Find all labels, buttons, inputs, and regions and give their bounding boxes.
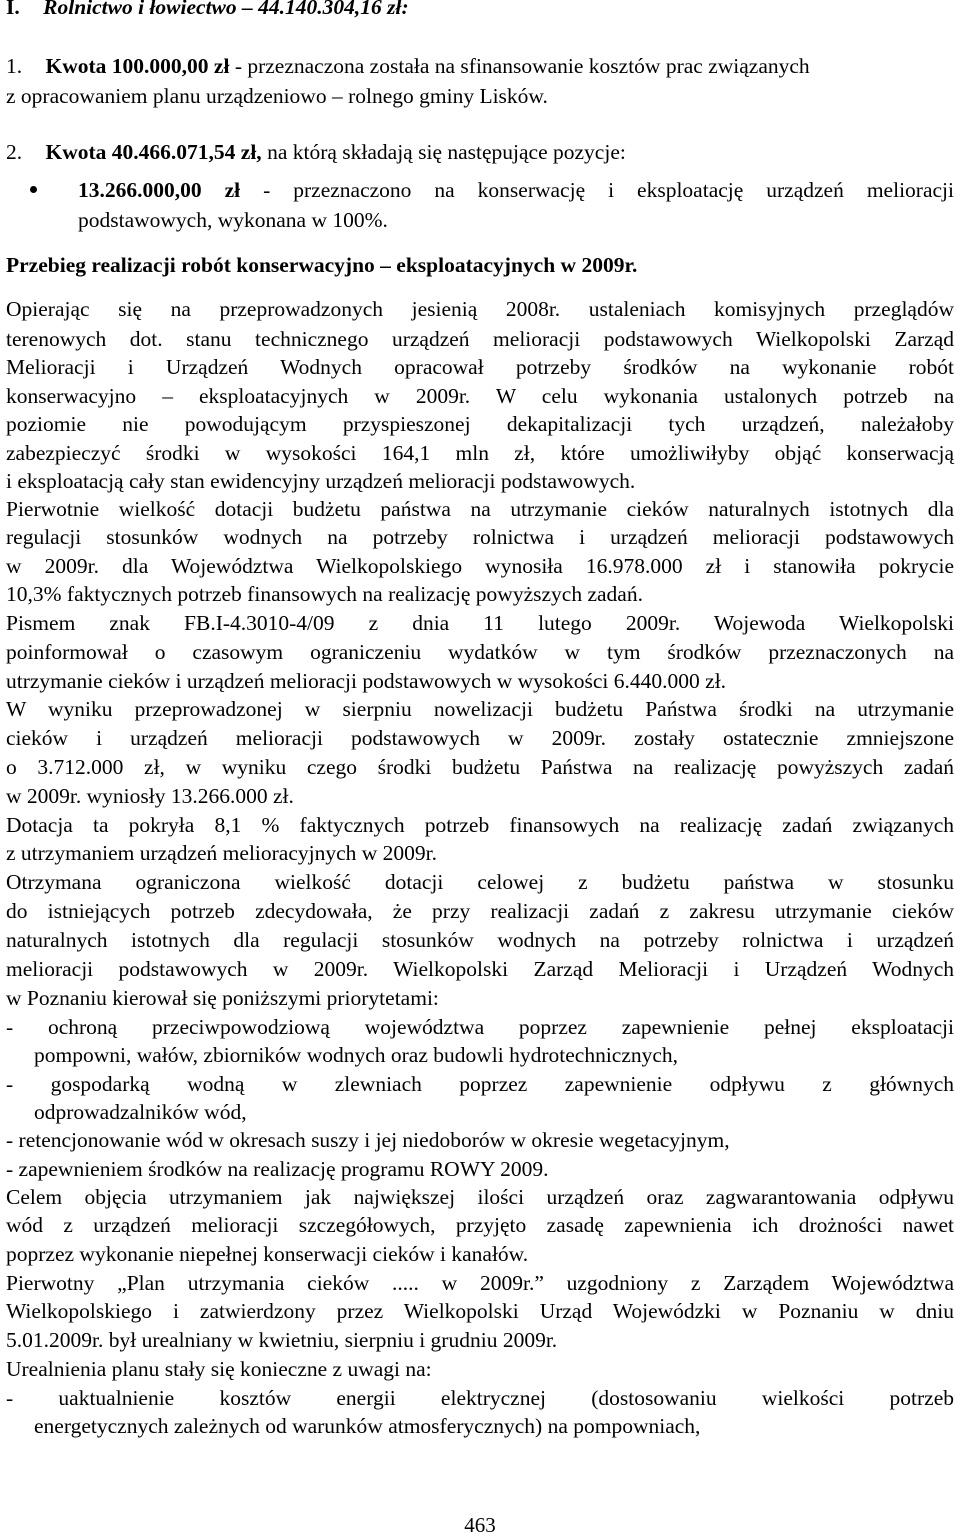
item-1 (6, 51, 954, 81)
body-line: - uaktualnienie kosztów energii elektrycznej (dostosowaniu wielkości potrzeb (6, 1386, 954, 1410)
body-line: terenowych dot. stanu technicznego urządzeń melioracji podstawowych Wielkopolski Zarząd (6, 327, 954, 351)
body-line: zabezpieczyć środki w wysokości 164,1 mln zł, które umożliwiłyby objąć konserwacją (6, 441, 954, 465)
item-1-text: - przeznaczona została na sfinansowanie kosztów prac związanych (229, 54, 810, 78)
bullet-dot (30, 186, 37, 193)
body-line: Pierwotnie wielkość dotacji budżetu państwa na utrzymanie cieków naturalnych istotnych dla (6, 497, 954, 521)
body-line: poziomie nie powodującym przyspieszonej dekapitalizacji tych urządzeń, należałoby (6, 412, 954, 436)
body-line: w 2009r. wyniosły 13.266.000 zł. (6, 784, 294, 808)
body-line: konserwacyjno – eksploatacyjnych w 2009r. W celu wykonania ustalonych potrzeb na (6, 384, 954, 408)
item-1-amount: Kwota 100.000,00 zł (45, 54, 230, 78)
item-2-number: 2. (6, 140, 23, 164)
body-line: Urealnienia planu stały się konieczne z uwagi na: (6, 1357, 432, 1381)
body-line: cieków i urządzeń melioracji podstawowych w 2009r. zostały ostatecznie zmniejszone (6, 726, 954, 750)
body-line: - zapewnieniem środków na realizację programu ROWY 2009. (6, 1157, 549, 1181)
body-line: poinformował o czasowym ograniczeniu wydatków w tym środków przeznaczonych na (6, 640, 954, 664)
body-line: melioracji podstawowych w 2009r. Wielkopolski Zarząd Melioracji i Urządzeń Wodnych (6, 957, 954, 981)
item-2 (6, 137, 954, 167)
body-line: pompowni, wałów, zbiorników wodnych oraz budowli hydrotechnicznych, (34, 1043, 679, 1067)
body-line: - retencjonowanie wód w okresach suszy i jej niedoborów w okresie wegetacyjnym, (6, 1128, 730, 1152)
body-line: - ochroną przeciwpowodziową województwa poprzez zapewnienie pełnej eksploatacji (6, 1015, 954, 1039)
bullet-1-text: - przeznaczono na konserwację i eksploatację urządzeń melioracji (240, 178, 954, 202)
body-line: naturalnych istotnych dla regulacji stosunków wodnych na potrzeby rolnictwa i urządzeń (6, 928, 954, 952)
body-line: Opierając się na przeprowadzonych jesienią 2008r. ustaleniach komisyjnych przeglądów (6, 297, 954, 321)
bullet-1 (78, 175, 954, 205)
body-line: regulacji stosunków wodnych na potrzeby rolnictwa i urządzeń melioracji podstawowych (6, 525, 954, 549)
body-line: w 2009r. dla Województwa Wielkopolskiego wynosiła 16.978.000 zł i stanowiła pokrycie (6, 554, 954, 578)
body-line: Pismem znak FB.I-4.3010-4/09 z dnia 11 lutego 2009r. Wojewoda Wielkopolski (6, 611, 954, 635)
body-line: W wyniku przeprowadzonej w sierpniu nowelizacji budżetu Państwa środki na utrzymanie (6, 697, 954, 721)
section-heading (6, 0, 954, 22)
body-line: do istniejących potrzeb zdecydowała, że przy realizacji zadań z zakresu utrzymanie cieków (6, 899, 954, 923)
bullet-1-amount: 13.266.000,00 zł (78, 178, 241, 202)
heading-number: I. (6, 0, 20, 19)
body-line: utrzymanie cieków i urządzeń melioracji podstawowych w wysokości 6.440.000 zł. (6, 669, 727, 693)
heading-text: Rolnictwo i łowiectwo – 44.140.304,16 zł: (43, 0, 409, 19)
body-line: Celem objęcia utrzymaniem jak największej ilości urządzeń oraz zagwarantowania odpływu (6, 1185, 954, 1209)
page-number: 463 (464, 1513, 496, 1537)
body-line: 10,3% faktycznych potrzeb finansowych na realizację powyższych zadań. (6, 582, 643, 606)
body-line: Pierwotny „Plan utrzymania cieków ..... w 2009r.” uzgodniony z Zarządem Województwa (6, 1271, 954, 1295)
body-line: poprzez wykonanie niepełnej konserwacji cieków i kanałów. (6, 1242, 529, 1266)
body-line: - gospodarką wodną w zlewniach poprzez zapewnienie odpływu z głównych (6, 1072, 954, 1096)
body-line: i eksploatacją cały stan ewidencyjny urządzeń melioracji podstawowych. (6, 469, 636, 493)
body-line: wód z urządzeń melioracji szczegółowych, przyjęto zasadę zapewnienia ich drożności nawet (6, 1213, 954, 1237)
body-line: energetycznych zależnych od warunków atmosferycznych) na pompowniach, (34, 1414, 701, 1438)
body-line: Dotacja ta pokryła 8,1 % faktycznych potrzeb finansowych na realizację zadań związanych (6, 813, 954, 837)
body-line: Wielkopolskiego i zatwierdzony przez Wielkopolski Urząd Wojewódzki w Poznaniu w dniu (6, 1299, 954, 1323)
item-2-amount: Kwota 40.466.071,54 zł, (45, 140, 262, 164)
item-2-text: na którą składają się następujące pozycje: (261, 140, 626, 164)
item-1-line-2: z opracowaniem planu urządzeniowo – rolnego gminy Lisków. (6, 84, 548, 108)
bullet-1-line-2: podstawowych, wykonana w 100%. (78, 208, 388, 232)
section-title: Przebieg realizacji robót konserwacyjno – eksploatacyjnych w 2009r. (6, 253, 638, 277)
body-line: 5.01.2009r. był urealniany w kwietniu, sierpniu i grudniu 2009r. (6, 1328, 558, 1352)
body-line: Otrzymana ograniczona wielkość dotacji celowej z budżetu państwa w stosunku (6, 870, 954, 894)
body-line: w Poznaniu kierował się poniższymi priorytetami: (6, 986, 439, 1010)
body-line: Melioracji i Urządzeń Wodnych opracował potrzeby środków na wykonanie robót (6, 355, 954, 379)
body-line: odprowadzalników wód, (34, 1100, 247, 1124)
body-line: o 3.712.000 zł, w wyniku czego środki budżetu Państwa na realizację powyższych zadań (6, 755, 954, 779)
item-1-number: 1. (6, 54, 23, 78)
body-line: z utrzymaniem urządzeń melioracyjnych w 2009r. (6, 841, 438, 865)
